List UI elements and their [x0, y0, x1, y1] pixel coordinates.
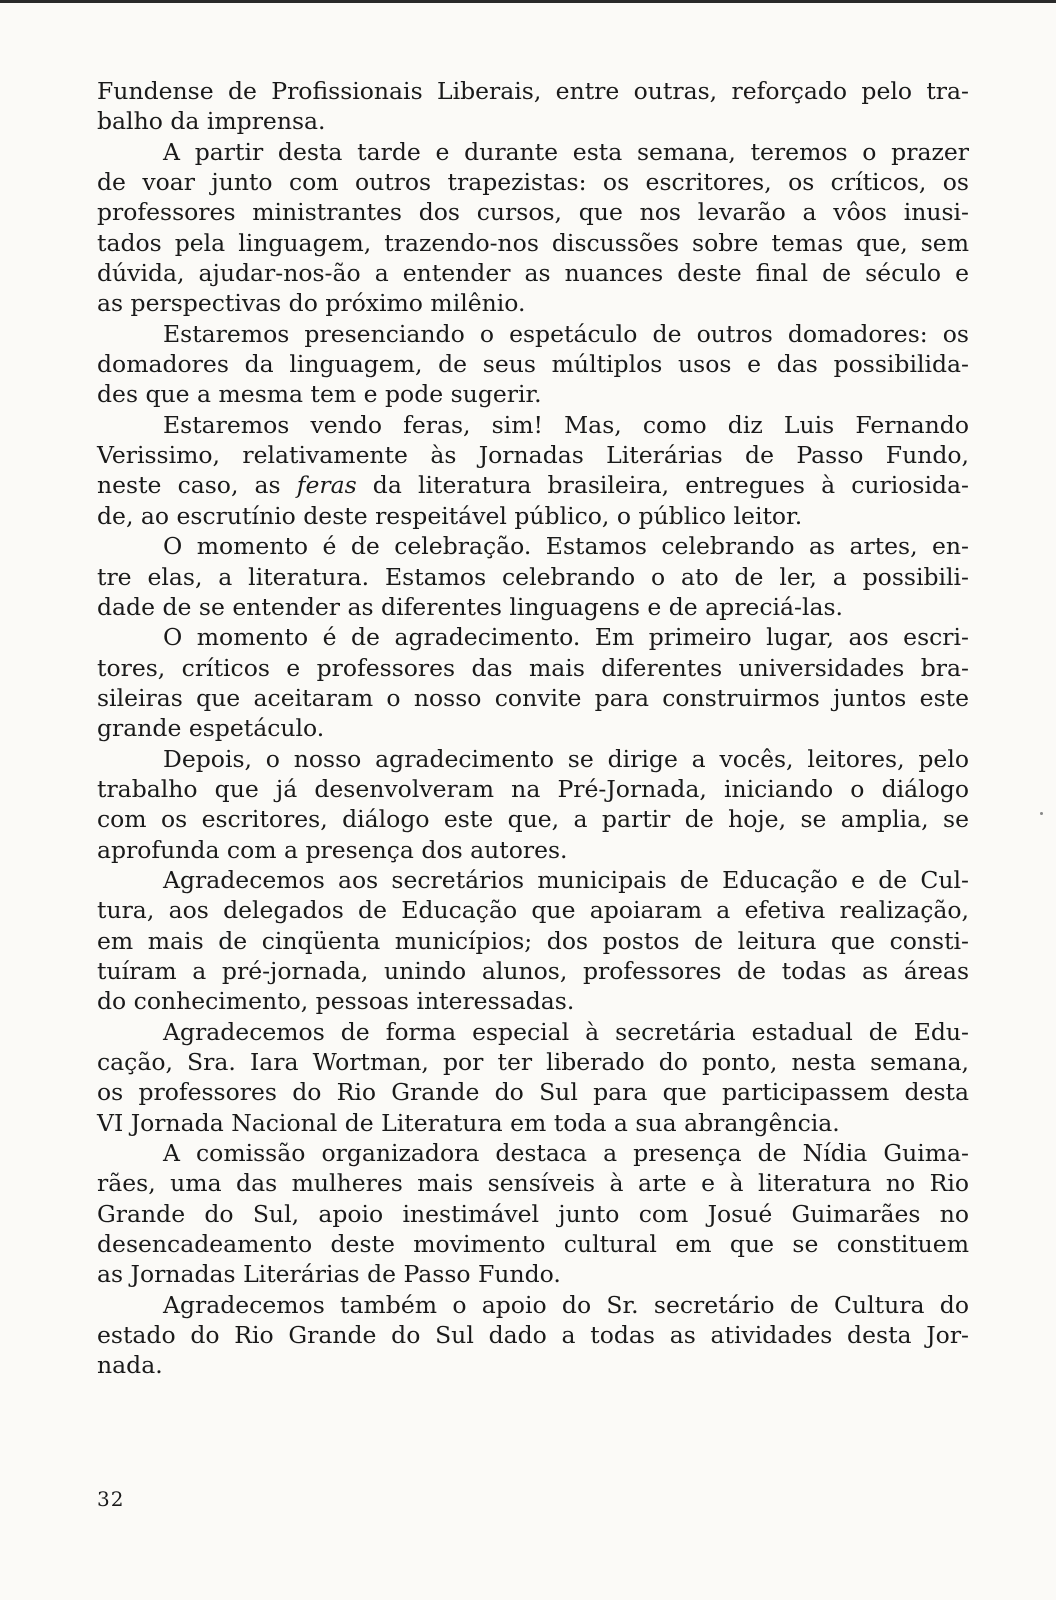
line-text: balho da imprensa. [97, 107, 326, 136]
line-text: de, ao escrutínio deste respeitável público, o público leitor. [97, 501, 803, 530]
text-line [97, 288, 969, 318]
text-line [97, 1168, 969, 1198]
text-line [97, 956, 969, 986]
text-line [97, 804, 969, 834]
paragraph-first-line [97, 1290, 969, 1320]
line-text: nada. [97, 1351, 163, 1380]
paragraph-first-line [97, 1017, 969, 1047]
text-line [97, 1350, 969, 1380]
text-line [97, 774, 969, 804]
line-text: Grande do Sul, apoio inestimável junto com Josué Guimarães no [97, 1199, 969, 1228]
line-text: tura, aos delegados de Educação que apoiaram a efetiva realização, [97, 896, 969, 925]
line-text: VI Jornada Nacional de Literatura em toda a sua abrangência. [97, 1108, 840, 1137]
text-line [97, 440, 969, 470]
line-text: professores ministrantes dos cursos, que nos levarão a vôos inusi- [97, 198, 969, 227]
line-text: tores, críticos e professores das mais diferentes universidades bra- [97, 653, 969, 682]
paragraph-first-line [97, 137, 969, 167]
text-line [97, 683, 969, 713]
line-text: O momento é de agradecimento. Em primeiro lugar, aos escri- [163, 623, 969, 652]
page-number: 32 [97, 1487, 125, 1511]
text-line [97, 1229, 969, 1259]
line-text: Agradecemos de forma especial à secretária estadual de Edu- [163, 1017, 969, 1046]
line-text: domadores da linguagem, de seus múltiplos usos e das possibilida- [97, 350, 969, 379]
line-text: estado do Rio Grande do Sul dado a todas as atividades desta Jor- [97, 1321, 969, 1350]
text-line [97, 197, 969, 227]
line-text: trabalho que já desenvolveram na Pré-Jornada, iniciando o diálogo [97, 774, 969, 803]
text-line [97, 258, 969, 288]
text-line [97, 1108, 969, 1138]
text-line [97, 76, 969, 106]
line-text: em mais de cinqüenta municípios; dos postos de leitura que consti- [97, 926, 969, 955]
paragraph-first-line [97, 410, 969, 440]
line-text: desencadeamento deste movimento cultural em que se constituem [97, 1230, 969, 1259]
line-text: sileiras que aceitaram o nosso convite para construirmos juntos este [97, 683, 969, 712]
line-text: da literatura brasileira, entregues à curiosida- [356, 471, 969, 500]
text-line [97, 228, 969, 258]
line-text: Agradecemos aos secretários municipais de Educação e de Cul- [163, 865, 969, 894]
text-line [97, 1320, 969, 1350]
paragraph-first-line [97, 1138, 969, 1168]
line-text: des que a mesma tem e pode sugerir. [97, 380, 542, 409]
text-line [97, 1077, 969, 1107]
line-text: tuíram a pré-jornada, unindo alunos, professores de todas as áreas [97, 956, 969, 985]
line-text: Agradecemos também o apoio do Sr. secretário de Cultura do [163, 1290, 969, 1319]
text-line [97, 1047, 969, 1077]
text-line [97, 1259, 969, 1289]
line-text: Estaremos vendo feras, sim! Mas, como diz Luis Fernando [163, 410, 969, 439]
line-text: as Jornadas Literárias de Passo Fundo. [97, 1260, 561, 1289]
paragraph-first-line [97, 319, 969, 349]
body-text [97, 76, 969, 1381]
line-text: rães, uma das mulheres mais sensíveis à arte e à literatura no Rio [97, 1169, 969, 1198]
line-text: com os escritores, diálogo este que, a partir de hoje, se amplia, se [97, 805, 969, 834]
text-line [97, 986, 969, 1016]
line-text: A comissão organizadora destaca a presença de Nídia Guima- [163, 1139, 969, 1168]
text-line [97, 895, 969, 925]
italic-word: feras [296, 471, 357, 500]
line-text: grande espetáculo. [97, 714, 325, 743]
line-text: os professores do Rio Grande do Sul para que participassem desta [97, 1078, 969, 1107]
line-text: Fundense de Profissionais Liberais, entre outras, reforçado pelo tra- [97, 77, 969, 105]
line-text: dade de se entender as diferentes linguagens e de apreciá-las. [97, 592, 844, 621]
text-line [97, 470, 969, 500]
line-text: tados pela linguagem, trazendo-nos discussões sobre temas que, sem [97, 228, 969, 257]
text-line [97, 592, 969, 622]
line-text: do conhecimento, pessoas interessadas. [97, 987, 575, 1016]
text-line [97, 1199, 969, 1229]
line-text: aprofunda com a presença dos autores. [97, 835, 568, 864]
top-border [0, 0, 1056, 3]
text-line [97, 349, 969, 379]
text-line [97, 106, 969, 136]
text-line [97, 713, 969, 743]
line-text: dúvida, ajudar-nos-ão a entender as nuances deste final de século e [97, 259, 969, 288]
paragraph-first-line [97, 744, 969, 774]
text-line [97, 835, 969, 865]
line-text: as perspectivas do próximo milênio. [97, 289, 526, 318]
text-line [97, 167, 969, 197]
line-text: Estaremos presenciando o espetáculo de outros domadores: os [163, 319, 969, 348]
line-text: cação, Sra. Iara Wortman, por ter liberado do ponto, nesta semana, [97, 1048, 969, 1076]
line-text: tre elas, a literatura. Estamos celebrando o ato de ler, a possibili- [97, 562, 969, 591]
line-text: O momento é de celebração. Estamos celebrando as artes, en- [163, 532, 969, 561]
line-text: Verissimo, relativamente às Jornadas Literárias de Passo Fundo, [97, 441, 969, 470]
line-text: neste caso, as [97, 471, 297, 500]
text-line [97, 653, 969, 683]
text-line [97, 562, 969, 592]
text-line [97, 379, 969, 409]
line-text: Depois, o nosso agradecimento se dirige a vocês, leitores, pelo [163, 744, 969, 773]
paragraph-first-line [97, 865, 969, 895]
paragraph-first-line [97, 622, 969, 652]
line-text: A partir desta tarde e durante esta semana, teremos o prazer [163, 137, 969, 166]
scan-speck [1040, 812, 1043, 815]
text-line [97, 501, 969, 531]
line-text: de voar junto com outros trapezistas: os escritores, os críticos, os [97, 168, 969, 197]
paragraph-first-line [97, 531, 969, 561]
text-line [97, 926, 969, 956]
